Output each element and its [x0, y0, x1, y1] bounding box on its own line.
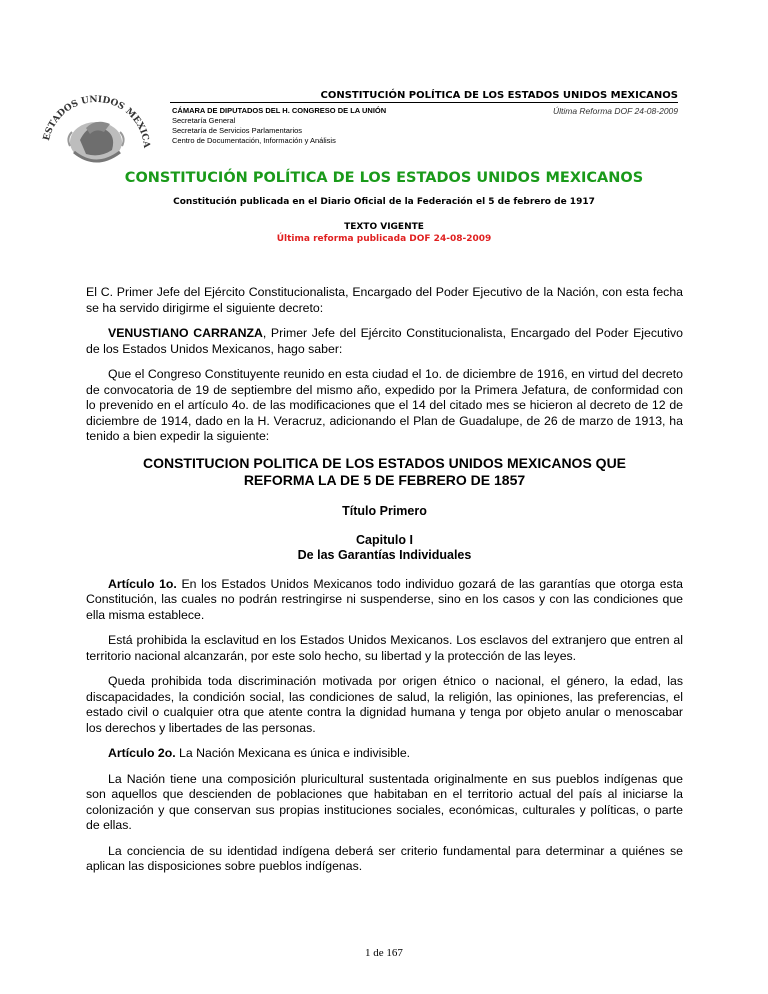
chamber-name: CÁMARA DE DIPUTADOS DEL H. CONGRESO DE LA UNIÓN — [172, 106, 387, 115]
article-1-paragraph-3: Queda prohibida toda discriminación motivada por origen étnico o nacional, el género, la edad, las discapacidades, la condición social, las condiciones de salud, la religión, las opiniones, las preferencias, el estado civil o cualquier otra que atente contra la dignidad humana y tenga por objeto anular o menoscabar los derechos y libertades de las personas. — [86, 674, 683, 735]
document-body — [86, 285, 683, 885]
paragraph-congress: Que el Congreso Constituyente reunido en esta ciudad el 1o. de diciembre de 1916, en virtud del decreto de convocatoria de 19 de septiembre del mismo año, expedido por la Primera Jefatura, de conformidad con lo prevenido en el artículo 4o. de las modificaciones que el 14 del citado mes se hicieron al decreto de 12 de diciembre de 1914, dado en la H. Veracruz, adicionando el Plan de Guadalupe, de 26 de marzo de 1913, ha tenido a bien expedir la siguiente: — [86, 367, 683, 443]
article-1-text: En los Estados Unidos Mexicanos todo individuo gozará de las garantías que otorga esta Constitución, las cuales no podrán restringirse ni suspenderse, sino en los casos y con las condiciones que ella misma establece. — [86, 576, 684, 622]
chapter-number: Capitulo I — [356, 532, 413, 547]
carranza-name: VENUSTIANO CARRANZA — [108, 326, 263, 340]
paragraph-intro: El C. Primer Jefe del Ejército Constitucionalista, Encargado del Poder Ejecutivo de la Nación, con esta fecha se ha servido dirigirme el siguiente decreto: — [86, 285, 683, 315]
seal-lettering: ESTADOS UNIDOS MEXICA — [41, 94, 152, 149]
office-line-2: Secretaría de Servicios Parlamentarios — [172, 126, 303, 135]
header-divider — [170, 102, 678, 103]
document-title: CONSTITUCIÓN POLÍTICA DE LOS ESTADOS UNIDOS MEXICANOS — [124, 170, 644, 186]
article-2 — [86, 746, 683, 762]
chapter-heading — [86, 533, 683, 563]
header-institution — [172, 106, 386, 146]
publication-note: Constitución publicada en el Diario Oficial de la Federación el 5 de febrero de 1917 — [173, 197, 595, 207]
constitution-heading: CONSTITUCION POLITICA DE LOS ESTADOS UNIDOS MEXICANOS QUE REFORMA LA DE 5 DE FEBRERO DE 1857 — [142, 454, 627, 488]
article-2-text: La Nación Mexicana es única e indivisible. — [175, 746, 411, 760]
paragraph-carranza — [86, 326, 683, 357]
header-doc-title: CONSTITUCIÓN POLÍTICA DE LOS ESTADOS UNIDOS MEXICANOS — [320, 90, 678, 101]
office-line-1: Secretaría General — [172, 116, 236, 125]
ultima-reforma: Última reforma publicada DOF 24-08-2009 — [276, 234, 492, 244]
header-last-reform: Última Reforma DOF 24-08-2009 — [552, 106, 678, 116]
texto-vigente: TEXTO VIGENTE — [344, 222, 424, 232]
office-line-3: Centro de Documentación, Información y Análisis — [172, 136, 336, 145]
article-1-paragraph-2: Está prohibida la esclavitud en los Estados Unidos Mexicanos. Los esclavos del extranjero que entren al territorio nacional alcanzarán, por este solo hecho, su libertad y la protección de las leyes. — [86, 633, 683, 663]
carranza-text: , Primer Jefe del Ejército Constitucionalista, Encargado del Poder Ejecutivo de los Estados Unidos Mexicanos, hago saber: — [86, 326, 683, 356]
page-number: 1 de 167 — [365, 947, 403, 959]
chapter-name: De las Garantías Individuales — [297, 547, 472, 562]
article-2-label: Artículo 2o. — [108, 746, 176, 760]
mexican-seal-logo — [20, 80, 168, 170]
article-2-paragraph-2: La Nación tiene una composición pluricultural sustentada originalmente en sus pueblos indígenas que son aquellos que descienden de poblaciones que habitaban en el territorio actual del país al iniciarse la colonización y que conservan sus propias instituciones sociales, económicas, culturales y políticas, o parte de ellas. — [86, 771, 683, 832]
article-2-paragraph-3: La conciencia de su identidad indígena deberá ser criterio fundamental para determinar a quiénes se aplican las disposiciones sobre pueblos indígenas. — [86, 843, 683, 873]
article-1 — [86, 577, 683, 624]
titulo-heading: Título Primero — [342, 503, 427, 518]
article-1-label: Artículo 1o. — [108, 576, 177, 591]
